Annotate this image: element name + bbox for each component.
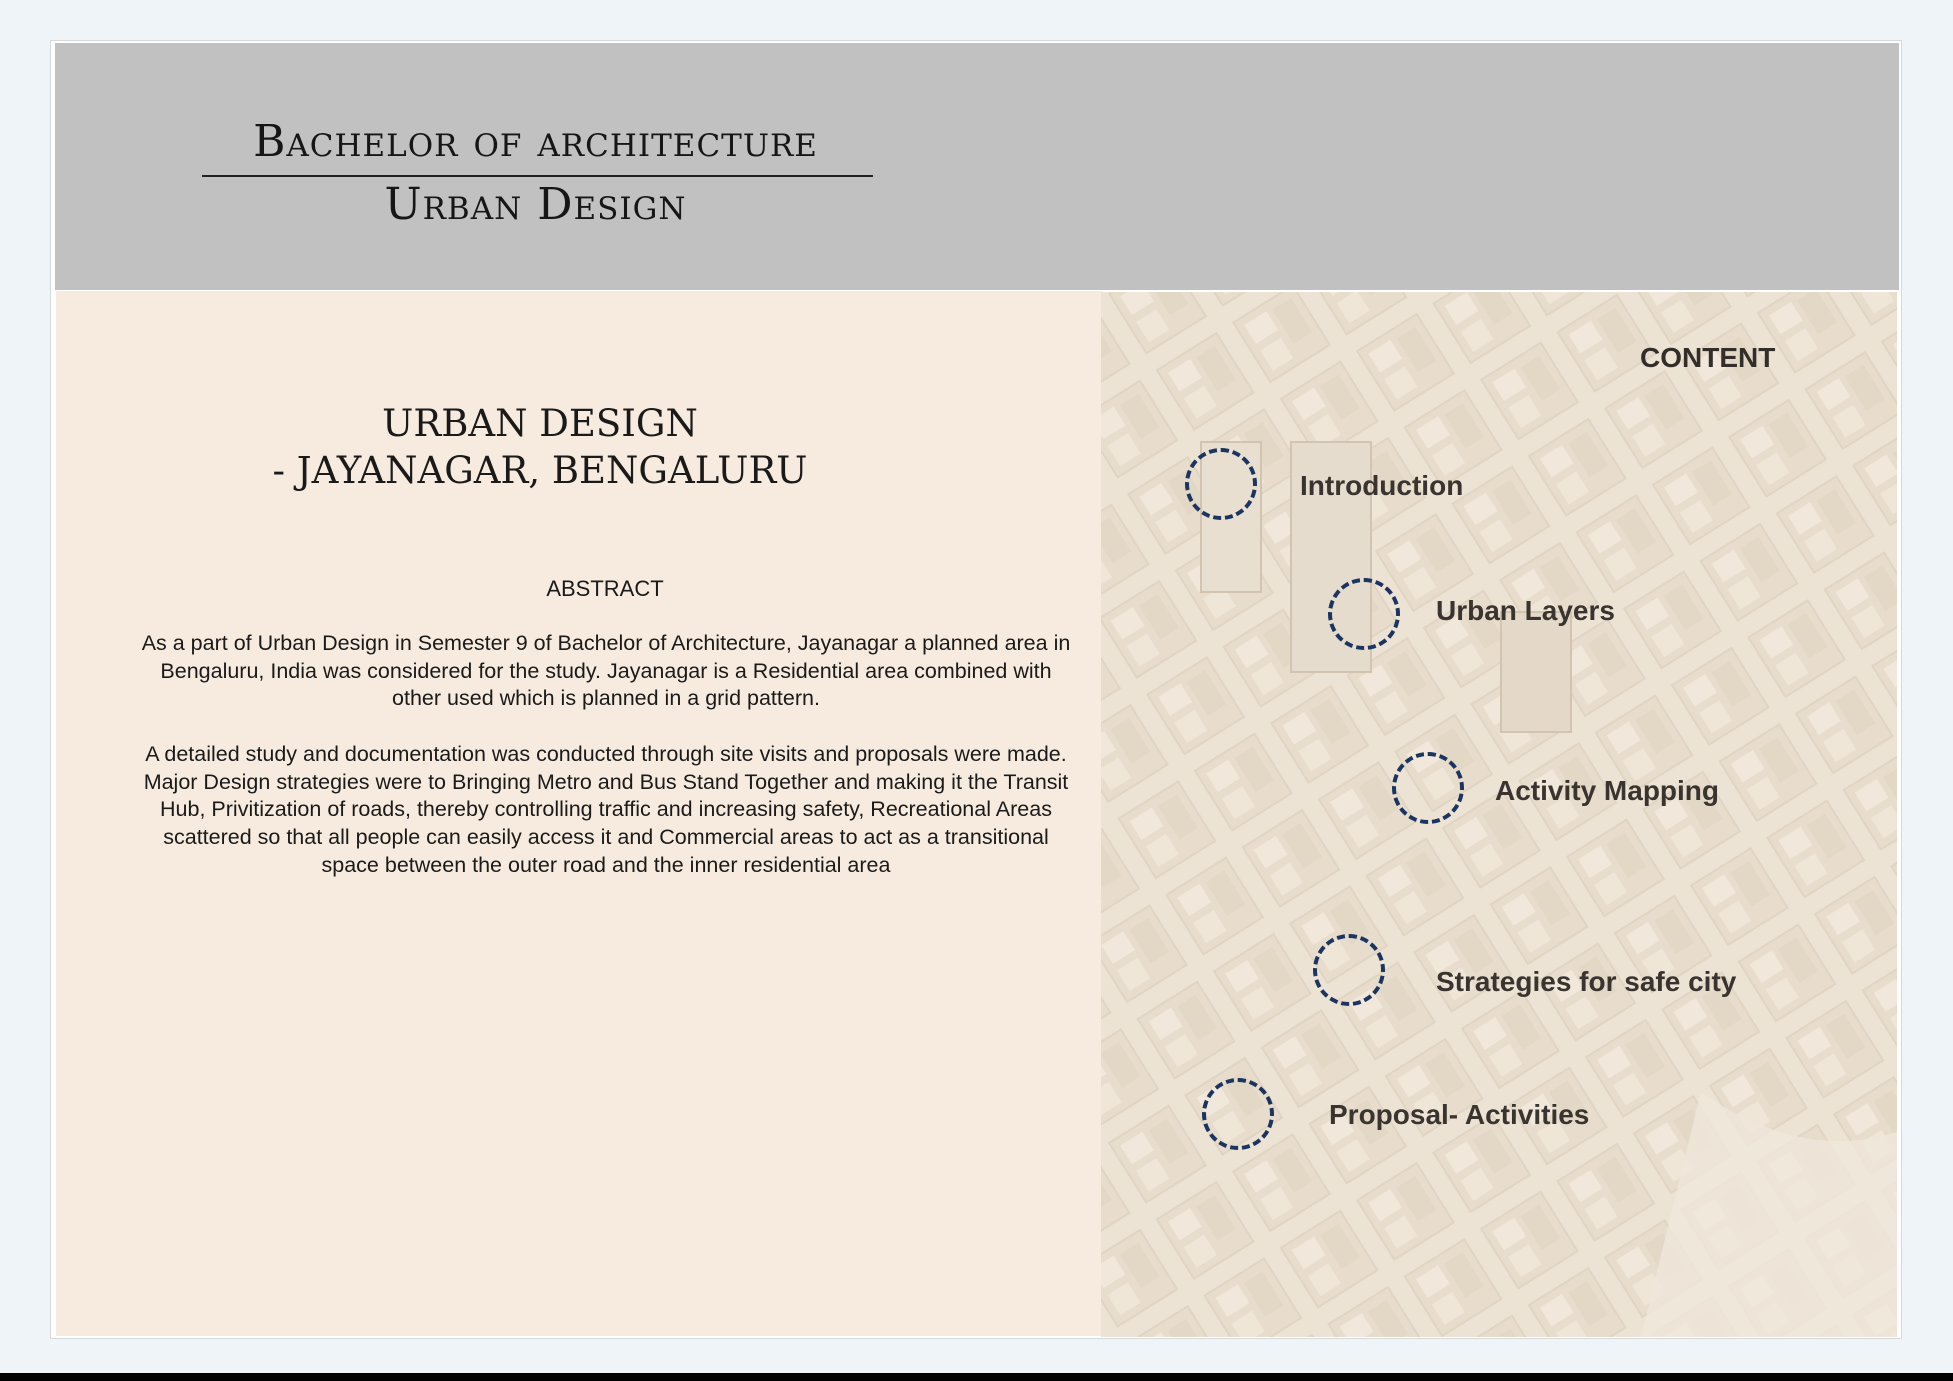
urban-layers-circle-icon [1328, 578, 1400, 650]
activity-mapping-circle-icon [1392, 752, 1464, 824]
toc-item-activity-mapping[interactable]: Activity Mapping [1495, 775, 1720, 806]
abstract-paragraph-1: As a part of Urban Design in Semester 9 of Bachelor of Architecture, Jayanagar a planned area in Bengaluru, India was considered for the study. Jayanagar is a Residential area combined with other used which is planned in a grid pattern. [141, 631, 1071, 711]
abstract-heading: ABSTRACT [546, 576, 664, 601]
toc-item-urban-layers[interactable]: Urban Layers [1436, 595, 1615, 626]
toc-item-introduction[interactable]: Introduction [1300, 470, 1464, 501]
introduction-circle-icon [1185, 448, 1257, 520]
project-title [0, 400, 1080, 494]
subject-title: Urban Design [384, 179, 687, 230]
abstract-paragraph-2: A detailed study and documentation was conducted through site visits and proposals were made. Major Design strategies were to Bringing Metro and Bus Stand Together and making it the Transit Hub, Privitization of roads, thereby controlling traffic and increasing safety, Recreational Areas scattered so that all people can easily access it and Commercial areas to act as a transitional space between the outer road and the inner residential area [143, 742, 1069, 877]
degree-title: Bachelor of architecture [253, 116, 818, 167]
strategies-circle-icon [1313, 934, 1385, 1006]
project-title-line1: URBAN DESIGN [382, 402, 698, 445]
toc-item-strategies[interactable]: Strategies for safe city [1436, 966, 1737, 997]
bottom-bar [0, 1373, 1953, 1381]
proposal-circle-icon [1202, 1078, 1274, 1150]
toc-item-proposal-activities[interactable]: Proposal- Activities [1329, 1099, 1590, 1130]
project-title-line2: - JAYANAGAR, BENGALURU [272, 449, 808, 492]
content-heading: CONTENT [1640, 342, 1776, 373]
